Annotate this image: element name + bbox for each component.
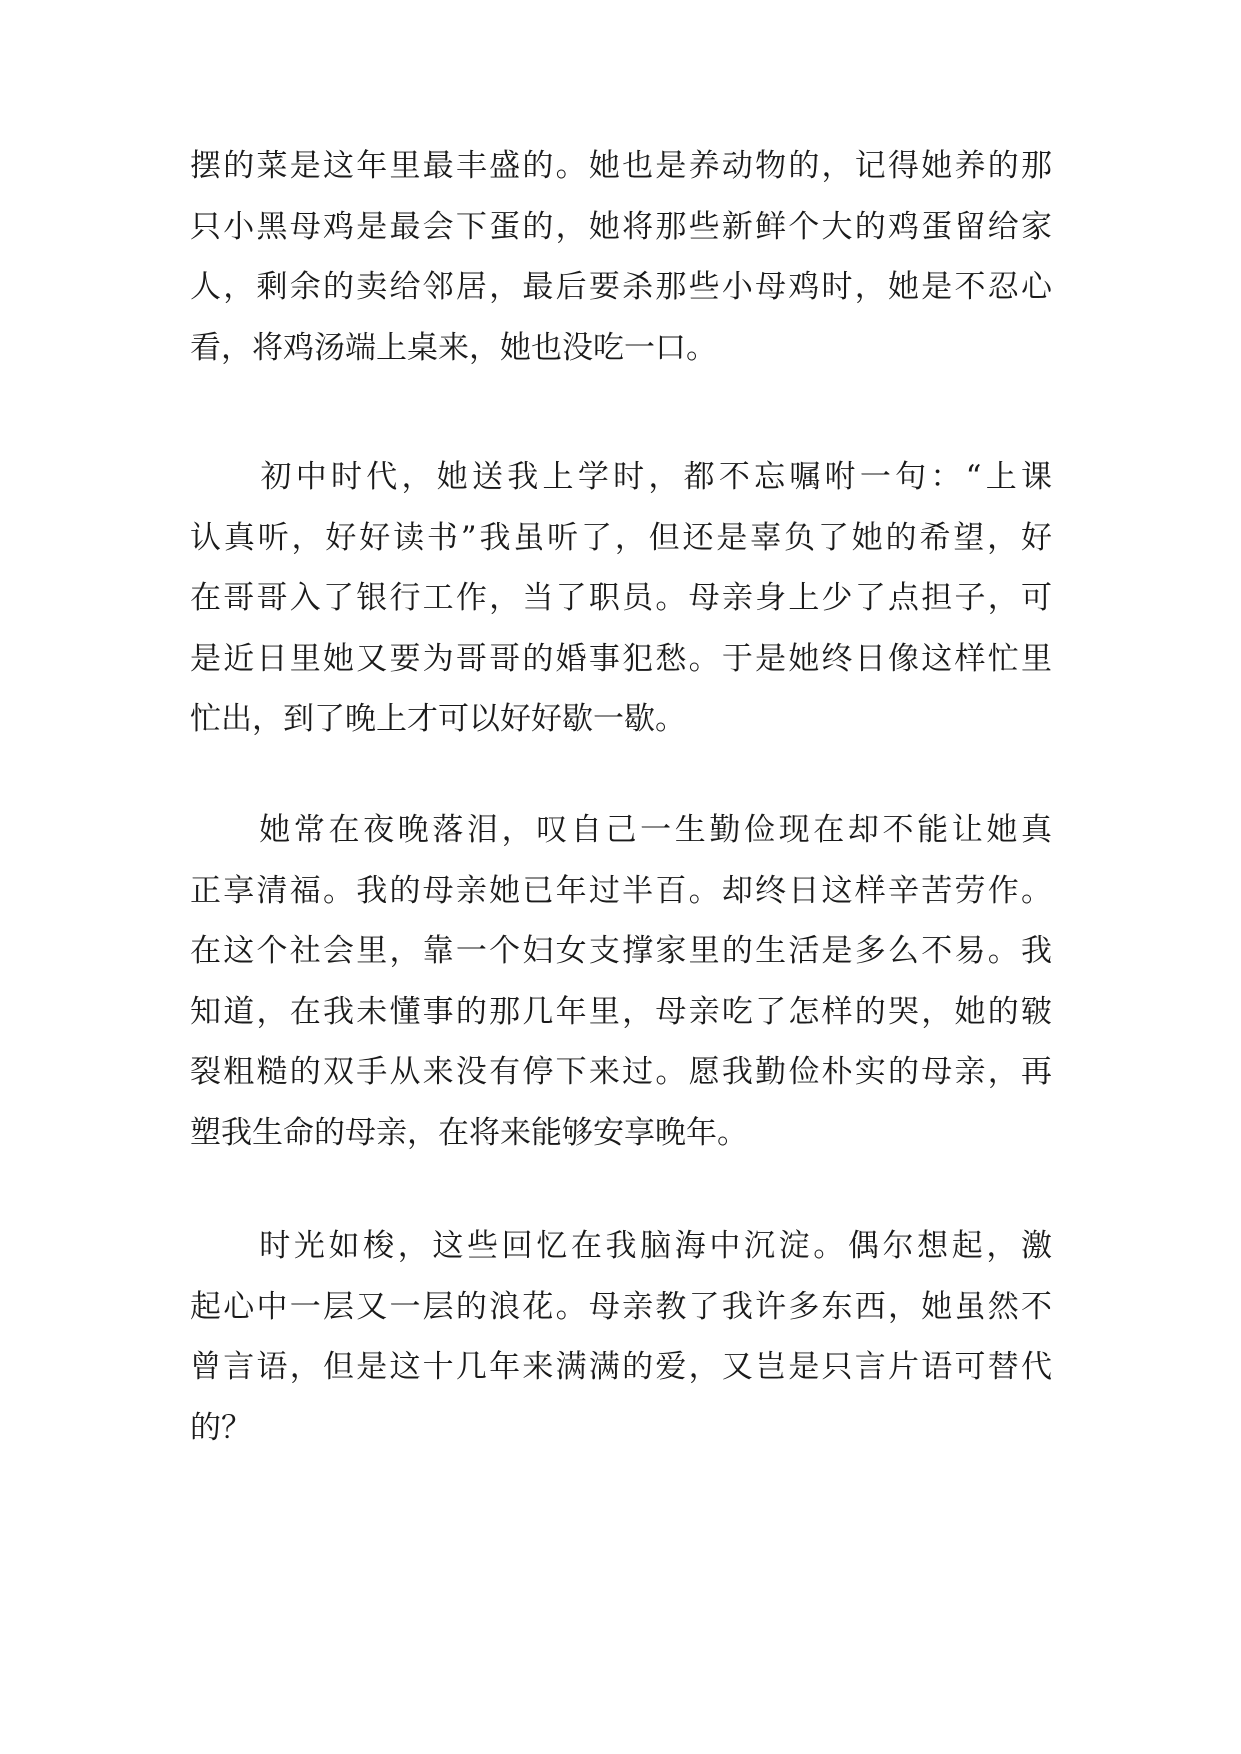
paragraph-line: 裂粗糙的双手从来没有停下来过。愿我勤俭朴实的母亲，再 <box>190 1054 1052 1090</box>
paragraph-line: 知道，在我未懂事的那几年里，母亲吃了怎样的哭，她的皲 <box>190 993 1052 1030</box>
paragraph-line: 初中时代，她送我上学时，都不忘嘱咐一句：“上课 <box>190 459 1052 495</box>
paragraph-line: 认真听，好好读书”我虽听了，但还是辜负了她的希望，好 <box>190 519 1052 556</box>
paragraph-line: 忙出，到了晚上才可以好好歇一歇。 <box>190 701 686 737</box>
paragraph-line: 塑我生命的母亲，在将来能够安享晚年。 <box>190 1114 748 1151</box>
paragraph <box>190 800 1052 1163</box>
paragraph-line: 的？ <box>190 1409 252 1446</box>
paragraph-line: 曾言语，但是这十几年来满满的爱，又岂是只言片语可替代 <box>190 1349 1052 1385</box>
paragraph-line: 摆的菜是这年里最丰盛的。她也是养动物的，记得她养的那 <box>190 148 1052 184</box>
paragraph-line: 正享清福。我的母亲她已年过半百。却终日这样辛苦劳作。 <box>190 872 1052 909</box>
paragraph-line: 看，将鸡汤端上桌来，她也没吃一口。 <box>190 329 717 366</box>
paragraph-line: 在哥哥入了银行工作，当了职员。母亲身上少了点担子，可 <box>190 580 1052 616</box>
paragraph <box>190 1216 1052 1458</box>
paragraph-line: 起心中一层又一层的浪花。母亲教了我许多东西，她虽然不 <box>190 1288 1052 1325</box>
paragraph-line: 只小黑母鸡是最会下蛋的，她将那些新鲜个大的鸡蛋留给家 <box>190 208 1052 245</box>
paragraph <box>190 447 1052 750</box>
paragraph-line: 时光如梭，这些回忆在我脑海中沉淀。偶尔想起，激 <box>190 1228 1052 1264</box>
paragraph-line: 是近日里她又要为哥哥的婚事犯愁。于是她终日像这样忙里 <box>190 640 1052 677</box>
paragraph <box>190 136 1052 378</box>
paragraph-line: 在这个社会里，靠一个妇女支撑家里的生活是多么不易。我 <box>190 933 1052 969</box>
paragraph-line: 她常在夜晚落泪，叹自己一生勤俭现在却不能让她真 <box>190 812 1052 848</box>
paragraph-line: 人，剩余的卖给邻居，最后要杀那些小母鸡时，她是不忍心 <box>190 269 1052 305</box>
